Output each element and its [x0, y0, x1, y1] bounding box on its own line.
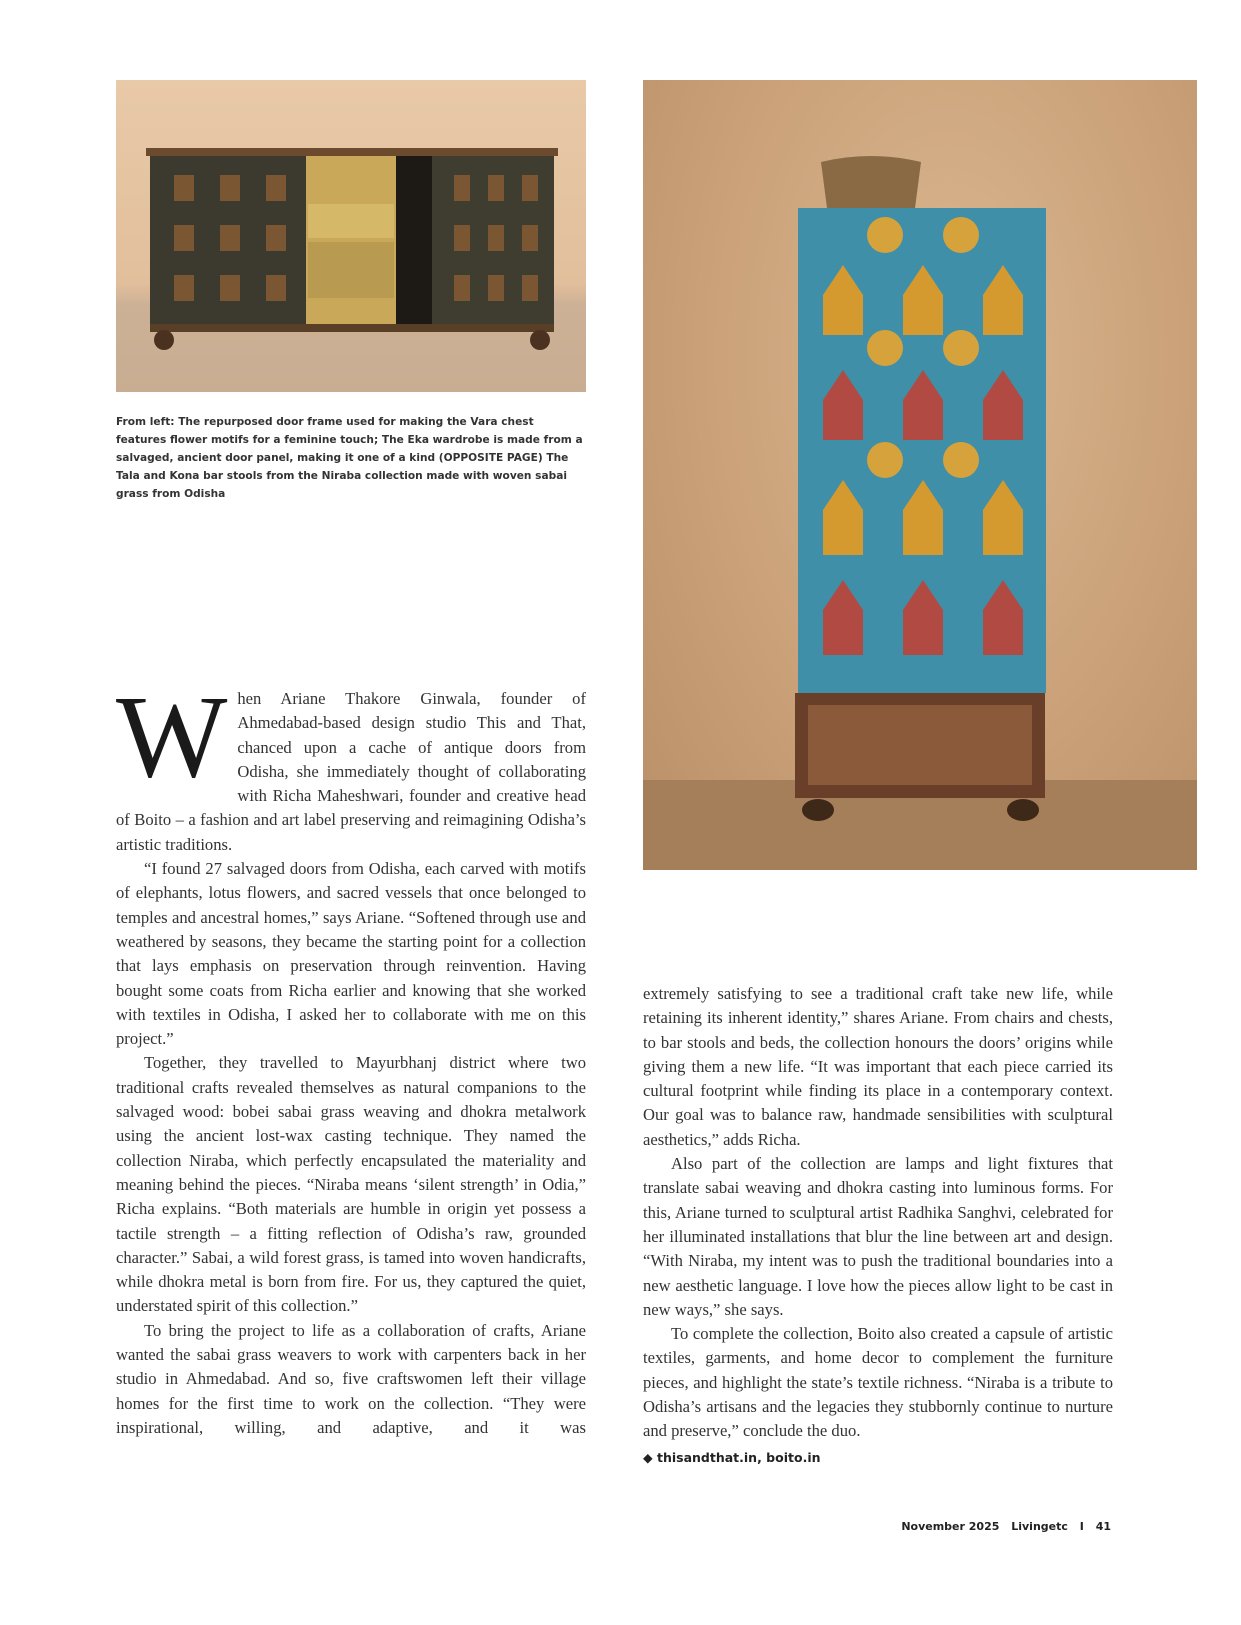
- page-footer: [893, 1520, 1111, 1533]
- website-credit: [643, 1446, 1113, 1470]
- paragraph: To bring the project to life as a collaboration of crafts, Ariane wanted the sabai grass weavers to work with carpenters back in her studio in Ahmedabad. And so, five craftswomen left their village homes for the first time to work on the collection. “They were inspirational, willing, and adaptive, and it was: [116, 1320, 586, 1437]
- paragraph: Together, they travelled to Mayurbhanj district where two traditional crafts revealed themselves as natural companions to the salvaged wood: bobei sabai grass weaving and dhokra metalwork using the ancient lost-wax casting technique. They named the collection Niraba, which perfectly encapsulated the materiality and meaning behind the pieces. “Niraba means ‘silent strength’ in Odia,” Richa explains. “Both materials are humble in origin yet possess a tactile strength – a fitting reflection of Odisha’s raw, grounded character.” Sabai, a wild forest grass, is tamed into woven handicrafts, while dhokra metal is born from fire. For us, they captured the quiet, understated spirit of this collection.”: [116, 1053, 586, 1316]
- sideboard-photo: [116, 80, 586, 392]
- footer-separator: I: [1079, 1520, 1084, 1533]
- paragraph: To complete the collection, Boito also created a capsule of artistic textiles, garments, and home decor to complement the furniture pieces, and highlight the state’s textile richness. “Niraba is a tribute to Odisha’s artisans and the legacies they stubbornly continue to nurture and preserve,” conclude the duo.: [643, 1324, 1113, 1441]
- page-number: 41: [1095, 1520, 1111, 1533]
- issue-date: November 2025: [901, 1520, 1000, 1533]
- paragraph: Also part of the collection are lamps and light fixtures that translate sabai weaving and dhokra casting into luminous forms. For this, Ariane turned to sculptural artist Radhika Sanghvi, celebrated for her illuminated installations that blur the line between art and design. “With Niraba, my intent was to push the traditional boundaries into a new aesthetic language. I love how the pieces allow light to be cast in new ways,” she says.: [643, 1154, 1113, 1319]
- credit-links: thisandthat.in, boito.in: [656, 1449, 821, 1465]
- diamond-bullet-icon: ◆: [643, 1449, 653, 1465]
- paragraph: “I found 27 salvaged doors from Odisha, each carved with motifs of elephants, lotus flowers, and sacred vessels that once belonged to temples and ancestral homes,” says Ariane. “Softened through use and weathered by seasons, they became the starting point for a collection that lays emphasis on preservation through reinvention. Having bought some coats from Richa earlier and knowing that she worked with textiles in Odisha, I asked her to collaborate with me on this project.”: [116, 859, 586, 1049]
- wardrobe-photo: [643, 80, 1197, 870]
- article-column-left: [116, 671, 586, 1440]
- drop-cap: W: [116, 671, 228, 802]
- article-column-right: [643, 982, 1113, 1470]
- paragraph-text: hen Ariane Thakore Ginwala, founder of Ahmedabad-based design studio This and That, chanced upon a cache of antique doors from Odisha, she immediately thought of collaborating with Richa Maheshwari, founder and creative head of Boito – a fashion and art label preserving and reimagining Odisha’s artistic traditions.: [116, 689, 586, 854]
- paragraph: [116, 671, 586, 857]
- paragraph: extremely satisfying to see a traditional craft take new life, while retaining its inherent identity,” shares Ariane. From chairs and chests, to bar stools and beds, the collection honours the doors’ origins while giving them a new life. “It was important that each piece carried its cultural footprint while finding its place in a contemporary context. Our goal was to balance raw, handmade sensibilities with sculptural aesthetics,” adds Richa.: [643, 984, 1113, 1149]
- magazine-name: Livingetc: [1011, 1520, 1068, 1533]
- photo-caption: From left: The repurposed door frame used for making the Vara chest features flower motifs for a feminine touch; The Eka wardrobe is made from a salvaged, ancient door panel, making it one of a kind (OPPOSITE PAGE) The Tala and Kona bar stools from the Niraba collection made with woven sabai grass from Odisha: [116, 416, 583, 500]
